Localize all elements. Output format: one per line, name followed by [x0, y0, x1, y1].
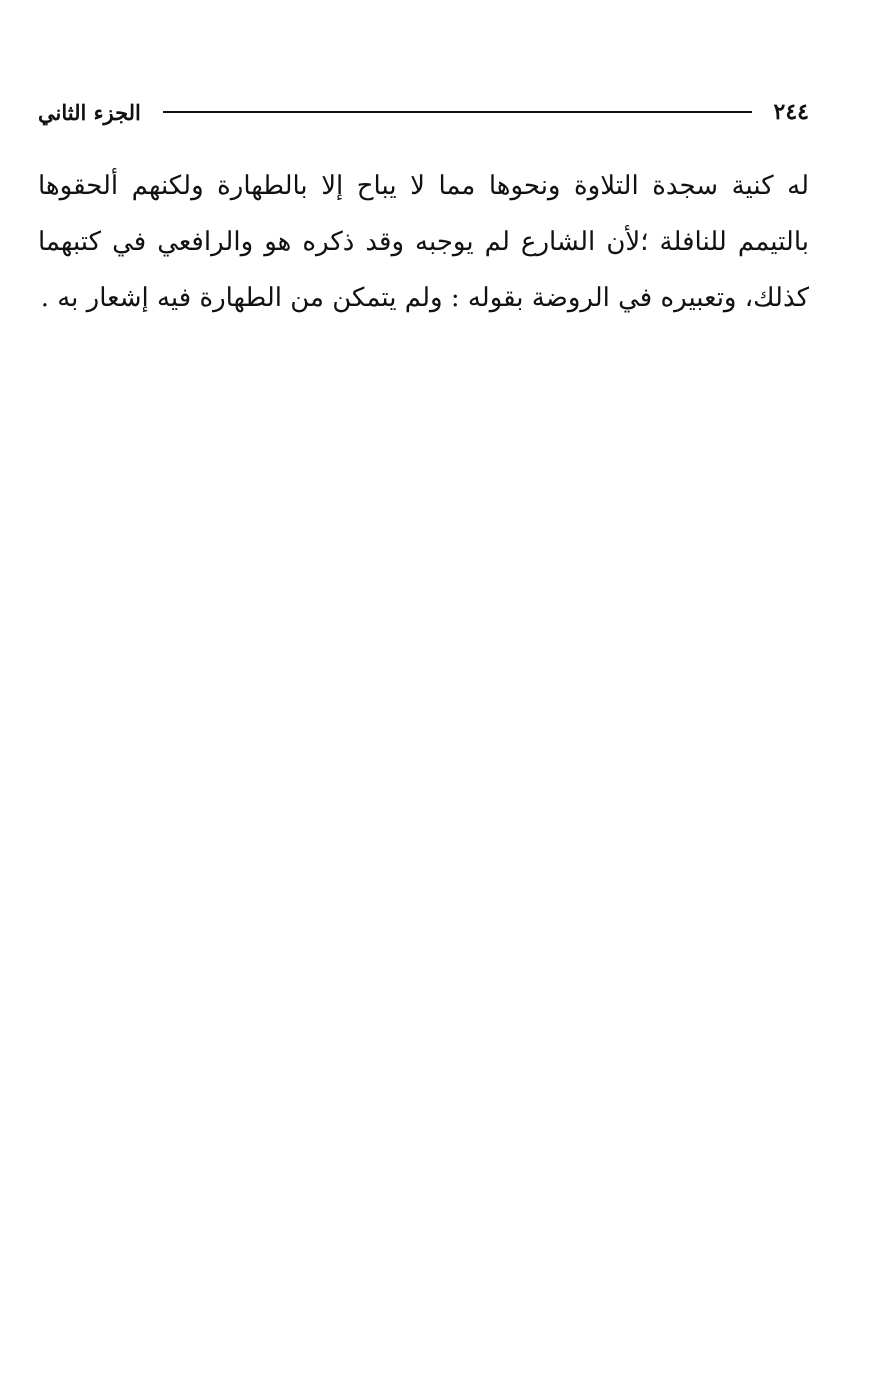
body-text: [38, 158, 809, 326]
volume-title: الجزء الثاني: [38, 99, 141, 125]
header-rule: [163, 111, 752, 113]
text-line: كذلك، وتعبيره في الروضة بقوله : ولم يتمكن من الطهارة فيه إشعار به .: [40, 283, 809, 313]
page-number: ٢٤٤: [773, 99, 809, 125]
running-header: [38, 92, 809, 132]
text-line: بالتيمم للنافلة ؛لأن الشارع لم يوجبه وقد ذكره هو والرافعي في كتبهما: [38, 227, 809, 257]
text-line: له كنية سجدة التلاوة ونحوها مما لا يباح إلا بالطهارة ولكنهم ألحقوها: [38, 171, 809, 201]
